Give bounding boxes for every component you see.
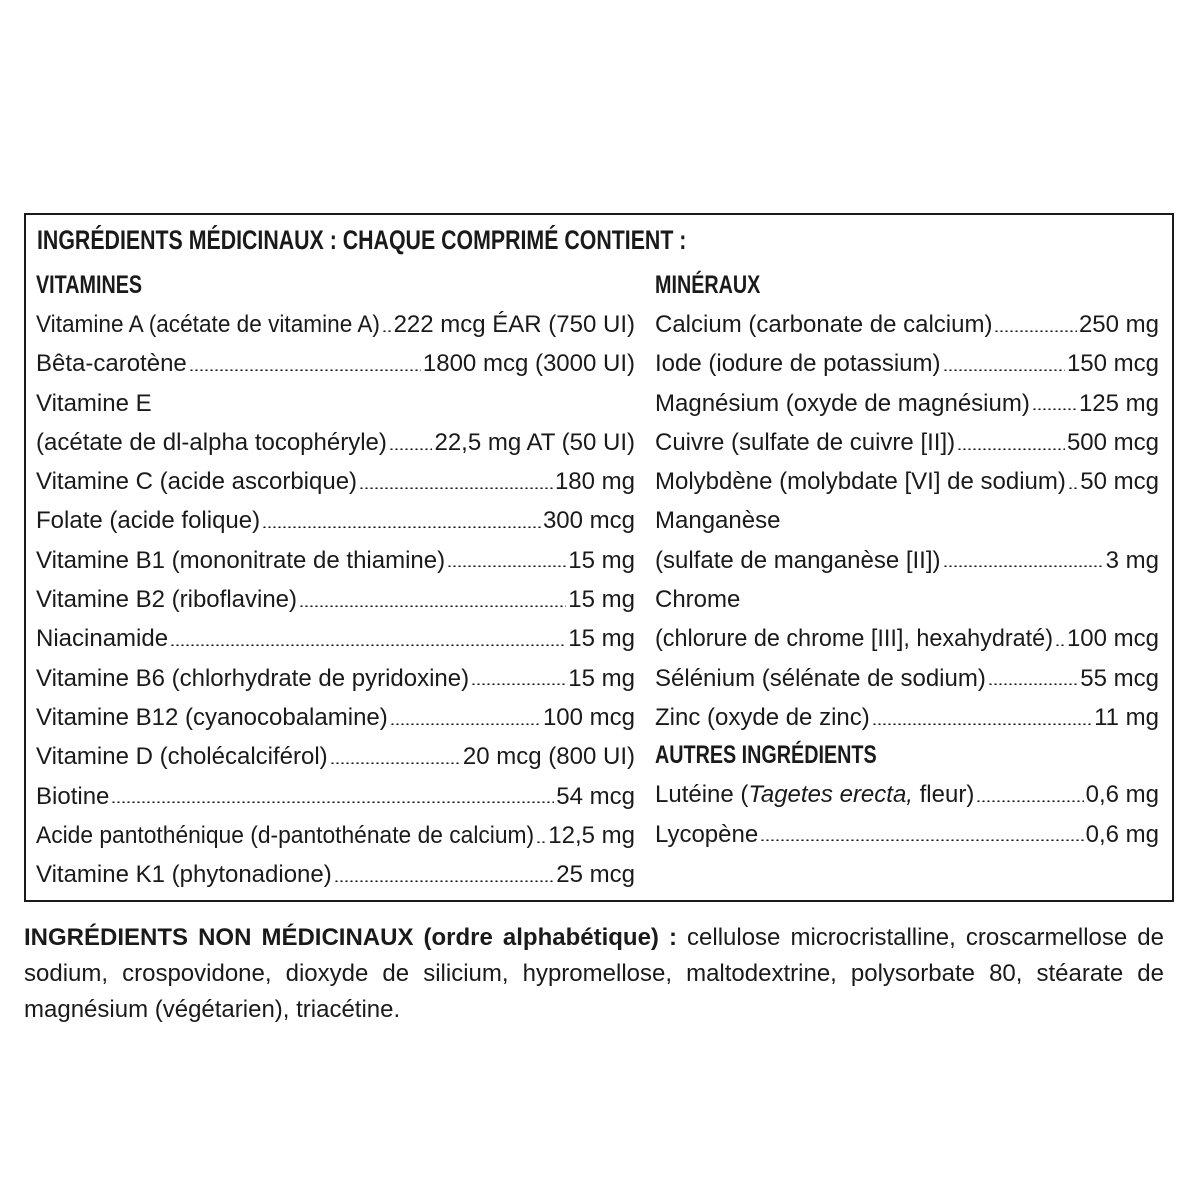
ingredient-row (655, 815, 1159, 854)
ingredient-row (36, 659, 635, 698)
dot-leader (1068, 487, 1078, 489)
ingredient-dose: 0,6 mg (1085, 781, 1159, 809)
ingredient-dose: 300 mcg (542, 507, 635, 535)
ingredient-row (36, 501, 635, 540)
ingredient-row (36, 541, 635, 580)
ingredient-dose: 500 mcg (1066, 428, 1159, 456)
ingredient-name: Sélénium (sélénate de sodium) (655, 664, 986, 692)
dot-leader (943, 565, 1104, 567)
non-medicinal-list: cellulose microcristalline, croscarmellose de sodium, crospovidone, dioxyde de silicium, hypromellose, maltodextrine, polysorbate 80, stéarate de magnésium (végétarien), triacétine. (24, 924, 1164, 1023)
ingredient-dose: 180 mg (554, 468, 635, 496)
dot-leader (262, 526, 541, 528)
ingredient-row (36, 698, 635, 737)
ingredient-row (655, 305, 1159, 344)
ingredient-row (36, 777, 635, 816)
dot-leader (872, 723, 1092, 725)
ingredient-name: Vitamine B6 (chlorhydrate de pyridoxine) (36, 664, 470, 692)
ingredient-dose: 125 mg (1078, 389, 1159, 417)
ingredient-dose: 1800 mcg (3000 UI) (422, 350, 635, 378)
ingredient-row (36, 619, 635, 658)
ingredient-dose: 50 mcg (1080, 468, 1159, 496)
ingredient-name: Manganèse (655, 507, 781, 535)
dot-leader (189, 369, 421, 371)
vitamins-list (36, 305, 635, 894)
ingredient-name: Chrome (655, 586, 741, 614)
ingredient-dose: 222 mcg ÉAR (750 UI) (393, 311, 635, 338)
dot-leader (330, 762, 461, 764)
ingredient-dose: 250 mg (1078, 311, 1159, 338)
dot-leader (994, 330, 1076, 332)
dot-leader (111, 801, 554, 803)
ingredient-dose: 100 mcg (542, 703, 635, 731)
ingredient-row (655, 344, 1159, 383)
ingredient-dose: 55 mcg (1080, 664, 1159, 692)
ingredient-row (36, 462, 635, 501)
ingredient-name: Lycopène (655, 820, 759, 848)
ingredient-name: Vitamine E (36, 389, 152, 417)
ingredient-dose: 150 mcg (1066, 350, 1159, 378)
ingredient-row (655, 384, 1159, 423)
ingredient-dose: 20 mcg (800 UI) (462, 743, 635, 771)
other-ingredients-list (655, 775, 1159, 854)
ingredient-name: Molybdène (molybdate [VI] de sodium) (655, 468, 1066, 496)
ingredient-row (36, 344, 635, 383)
ingredient-name: Vitamine B12 (cyanocobalamine) (36, 703, 388, 731)
ingredient-name: Vitamine C (acide ascorbique) (36, 468, 358, 496)
minerals-list (655, 305, 1159, 737)
dot-leader (957, 448, 1065, 450)
ingredient-row (36, 423, 635, 462)
medicinal-ingredients-title: INGRÉDIENTS MÉDICINAUX : CHAQUE COMPRIMÉ CONTIENT : (37, 225, 687, 255)
dot-leader (471, 683, 566, 685)
dot-leader (359, 487, 553, 489)
ingredient-row (655, 580, 1159, 619)
ingredient-dose: 25 mcg (556, 861, 635, 889)
dot-leader (976, 800, 1083, 802)
dot-leader (299, 605, 566, 607)
ingredient-name: (acétate de dl-alpha tocophéryle) (36, 428, 387, 456)
dot-leader (760, 839, 1083, 841)
ingredient-row (36, 384, 635, 423)
ingredient-name: Zinc (oxyde de zinc) (655, 703, 870, 731)
ingredient-name: (chlorure de chrome [III], hexahydraté) (655, 625, 1053, 653)
dot-leader (1055, 644, 1065, 646)
vitamins-column (36, 267, 635, 894)
ingredient-dose: 15 mg (568, 625, 635, 653)
ingredient-name: Vitamine A (acétate de vitamine A) (36, 311, 380, 338)
ingredient-dose: 54 mcg (556, 782, 635, 810)
ingredient-name: Biotine (36, 782, 110, 810)
ingredient-name: Magnésium (oxyde de magnésium) (655, 389, 1030, 417)
ingredient-row (36, 855, 635, 894)
ingredient-row (655, 698, 1159, 737)
non-medicinal-heading: INGRÉDIENTS NON MÉDICINAUX (ordre alphabétique) : (24, 924, 677, 951)
ingredient-name: Folate (acide folique) (36, 507, 261, 535)
ingredient-dose: 15 mg (568, 586, 635, 614)
ingredient-name: (sulfate de manganèse [II]) (655, 546, 941, 574)
ingredient-dose: 12,5 mg (548, 821, 635, 849)
ingredient-row (36, 305, 635, 344)
ingredient-dose: 15 mg (568, 546, 635, 574)
ingredient-name: Iode (iodure de potassium) (655, 350, 941, 378)
ingredient-row (655, 541, 1159, 580)
ingredient-name: Vitamine K1 (phytonadione) (36, 861, 332, 889)
dot-leader (1032, 408, 1077, 410)
ingredient-row (655, 423, 1159, 462)
ingredient-name: Acide pantothénique (d-pantothénate de calcium) (36, 821, 535, 849)
ingredient-row (36, 580, 635, 619)
dot-leader (334, 880, 555, 882)
ingredient-name: Vitamine D (cholécalciférol) (36, 743, 328, 771)
ingredient-name: Calcium (carbonate de calcium) (655, 311, 993, 338)
ingredient-name: Cuivre (sulfate de cuivre [II]) (655, 428, 956, 456)
ingredient-dose: 22,5 mg AT (50 UI) (434, 428, 635, 456)
dot-leader (382, 330, 392, 332)
dot-leader (390, 723, 541, 725)
ingredient-dose: 15 mg (568, 664, 635, 692)
minerals-heading: MINÉRAUX (655, 271, 761, 299)
ingredient-dose: 0,6 mg (1085, 820, 1159, 848)
ingredient-row (36, 816, 635, 855)
ingredient-row (655, 501, 1159, 540)
ingredient-row (655, 462, 1159, 501)
non-medicinal-ingredients (24, 920, 1164, 1028)
vitamins-heading: VITAMINES (36, 271, 143, 299)
dot-leader (170, 644, 566, 646)
ingredient-name: Vitamine B2 (riboflavine) (36, 586, 298, 614)
ingredient-row (655, 659, 1159, 698)
ingredient-name: Bêta-carotène (36, 350, 187, 378)
other-ingredients-heading: AUTRES INGRÉDIENTS (655, 741, 877, 770)
dot-leader (447, 565, 566, 567)
ingredient-name: Lutéine (Tagetes erecta, fleur) (655, 781, 975, 809)
minerals-column (655, 267, 1159, 854)
dot-leader (988, 683, 1078, 685)
dot-leader (943, 369, 1065, 371)
ingredient-dose: 3 mg (1105, 546, 1159, 574)
ingredient-name: Vitamine B1 (mononitrate de thiamine) (36, 546, 446, 574)
ingredient-row (655, 619, 1159, 658)
ingredient-dose: 11 mg (1094, 703, 1159, 731)
dot-leader (536, 841, 546, 843)
ingredient-row (655, 775, 1159, 814)
ingredient-row (36, 737, 635, 776)
ingredient-dose: 100 mcg (1066, 625, 1159, 653)
ingredient-name: Niacinamide (36, 625, 169, 653)
dot-leader (389, 448, 433, 450)
medicinal-ingredients-panel (24, 213, 1174, 902)
